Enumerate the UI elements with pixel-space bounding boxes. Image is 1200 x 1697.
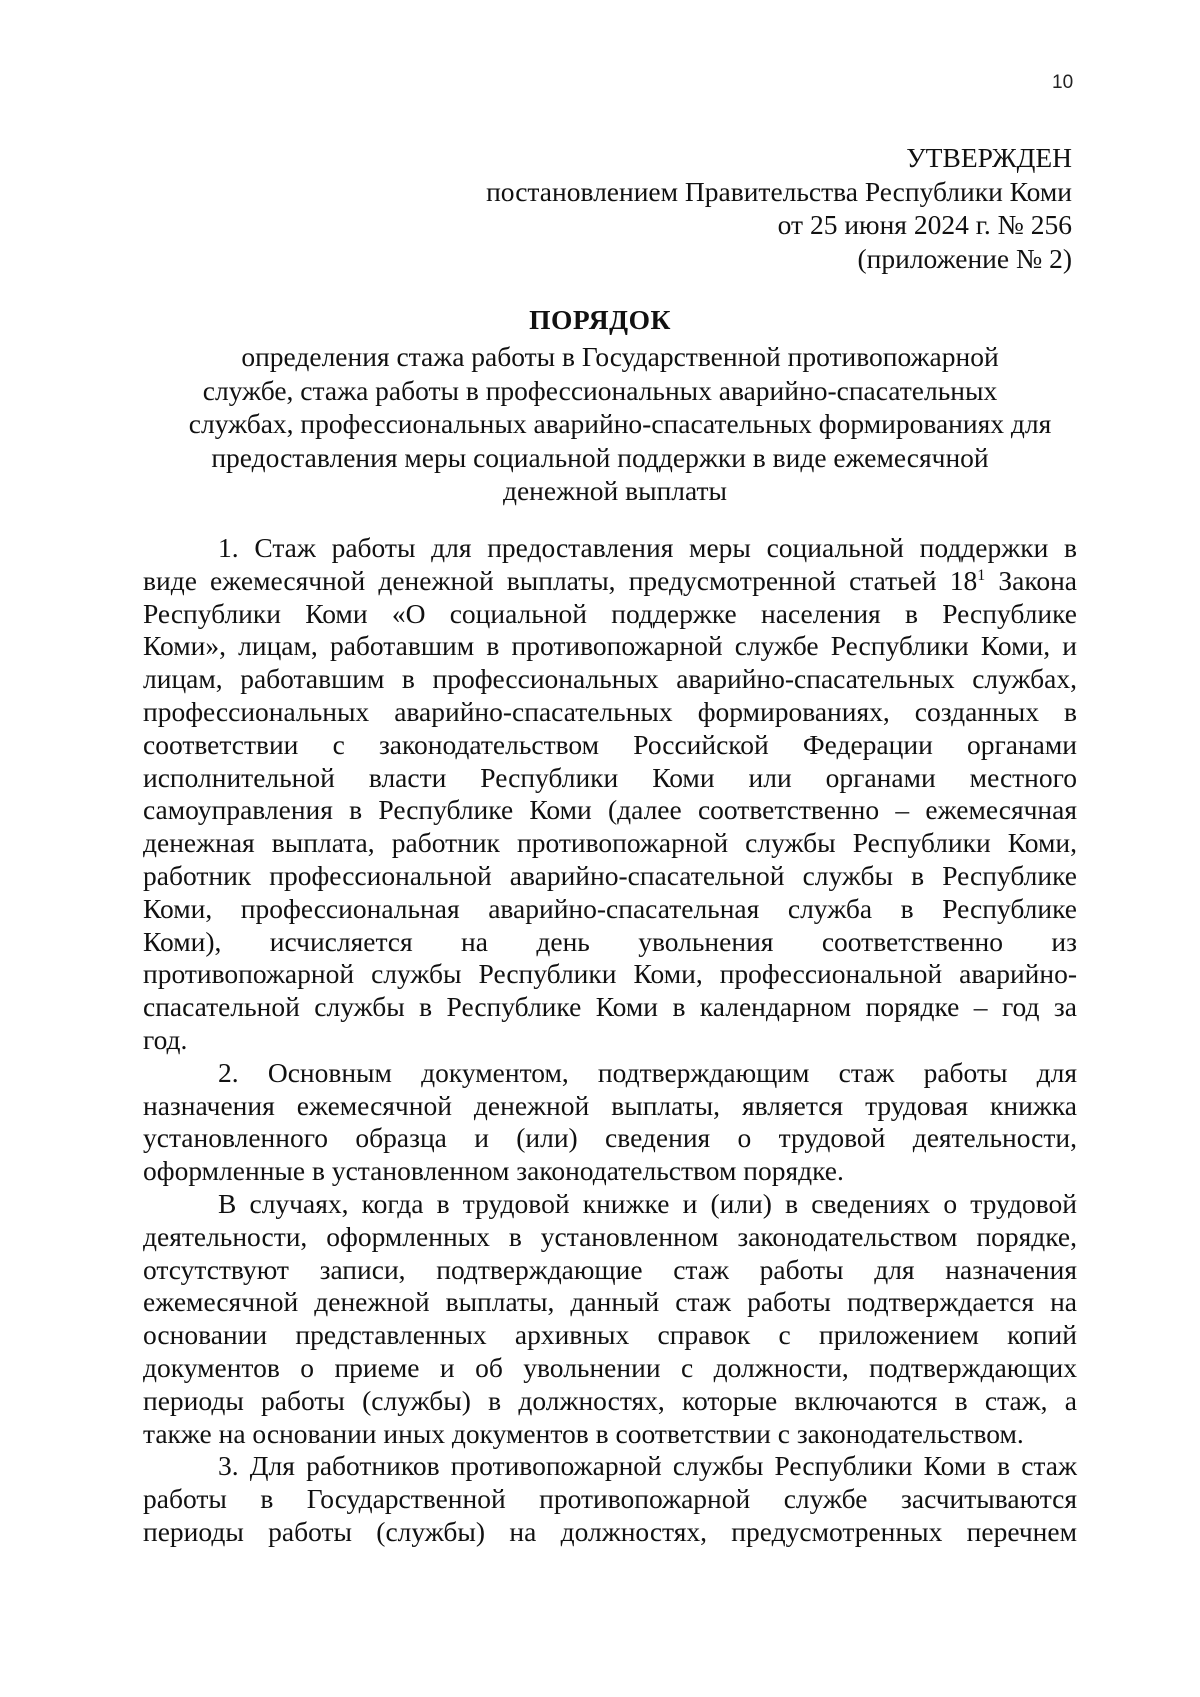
paragraph-1	[143, 532, 1077, 1057]
body-line	[143, 565, 1077, 598]
body-line: отсутствуют записи, подтверждающие стаж работы для назначения	[143, 1253, 1077, 1285]
superscript: 1	[977, 566, 986, 584]
body-line: исполнительной власти Республики Коми или органами местного	[143, 761, 1077, 793]
subtitle-line: денежной выплаты	[502, 475, 728, 506]
document-body	[143, 532, 1077, 1549]
approval-block	[486, 141, 1072, 275]
body-line: В случаях, когда в трудовой книжке и (или) в сведениях о трудовой	[218, 1187, 1077, 1219]
page-number: 10	[1052, 72, 1074, 93]
body-line: 1. Стаж работы для предоставления меры социальной поддержки в	[218, 532, 1077, 563]
paragraph-4	[143, 1450, 1077, 1548]
body-line: Коми, профессиональная аварийно-спасательная служба в Республике	[143, 892, 1077, 924]
subtitle-line: предоставления меры социальной поддержки в виде ежемесячной	[211, 441, 989, 473]
body-line: Республики Коми «О социальной поддержке населения в Республике	[143, 597, 1077, 629]
body-line: 2. Основным документом, подтверждающим стаж работы для	[218, 1056, 1077, 1088]
body-line: установленного образца и (или) сведения о трудовой деятельности,	[143, 1122, 1077, 1154]
body-line: назначения ежемесячной денежной выплаты, является трудовая книжка	[143, 1089, 1077, 1121]
approval-line: от 25 июня 2024 г. № 256	[777, 209, 1072, 240]
document-subtitle	[0, 340, 1200, 508]
body-line: профессиональных аварийно-спасательных формированиях, созданных в	[143, 695, 1077, 727]
paragraph-3	[143, 1188, 1077, 1450]
body-line: спасательной службы в Республике Коми в календарном порядке – год за	[143, 991, 1077, 1023]
body-line: основании представленных архивных справок с приложением копий	[143, 1319, 1077, 1351]
subtitle-line: службе, стажа работы в профессиональных аварийно-спасательных	[202, 374, 998, 406]
body-line: работник профессиональной аварийно-спасательной службы в Республике	[143, 859, 1077, 891]
body-line: противопожарной службы Республики Коми, профессиональной аварийно-	[143, 958, 1077, 990]
body-line: 3. Для работников противопожарной службы Республики Коми в стаж	[218, 1450, 1077, 1482]
body-line-text: Закона	[985, 564, 1077, 596]
body-line: самоуправления в Республике Коми (далее соответственно – ежемесячная	[143, 794, 1077, 826]
body-line: периоды работы (службы) на должностях, предусмотренных перечнем	[143, 1515, 1077, 1547]
body-line: год.	[143, 1023, 188, 1055]
approval-line: (приложение № 2)	[857, 242, 1072, 274]
body-line: также на основании иных документов в соответствии с законодательством.	[143, 1417, 1024, 1449]
body-line: документов о приеме и об увольнении с должности, подтверждающих	[143, 1351, 1077, 1383]
subtitle-line: службах, профессиональных аварийно-спасательных формированиях для	[188, 408, 1052, 439]
paragraph-2	[143, 1057, 1077, 1188]
body-line: Коми», лицам, работавшим в противопожарной службе Республики Коми, и	[143, 630, 1077, 662]
document-title: ПОРЯДОК	[529, 304, 671, 335]
body-line: денежная выплата, работник противопожарной службы Республики Коми,	[143, 827, 1077, 859]
subtitle-line: определения стажа работы в Государственной противопожарной	[241, 341, 999, 372]
body-line: оформленные в установленном законодательством порядке.	[143, 1155, 844, 1187]
body-line-text: виде ежемесячной денежной выплаты, предусмотренной статьей 18	[143, 564, 978, 596]
body-line: лицам, работавшим в профессиональных аварийно-спасательных службах,	[143, 663, 1077, 695]
body-line: периоды работы (службы) в должностях, которые включаются в стаж, а	[143, 1384, 1077, 1416]
body-line: ежемесячной денежной выплаты, данный стаж работы подтверждается на	[143, 1286, 1077, 1318]
body-line: деятельности, оформленных в установленном законодательством порядке,	[143, 1220, 1077, 1252]
body-line: работы в Государственной противопожарной службе засчитываются	[143, 1483, 1077, 1515]
approval-line: постановлением Правительства Республики Коми	[486, 175, 1072, 207]
body-line: соответствии с законодательством Российской Федерации органами	[143, 728, 1077, 760]
body-line: Коми), исчисляется на день увольнения соответственно из	[143, 925, 1077, 957]
approval-line: УТВЕРЖДЕН	[906, 142, 1072, 173]
